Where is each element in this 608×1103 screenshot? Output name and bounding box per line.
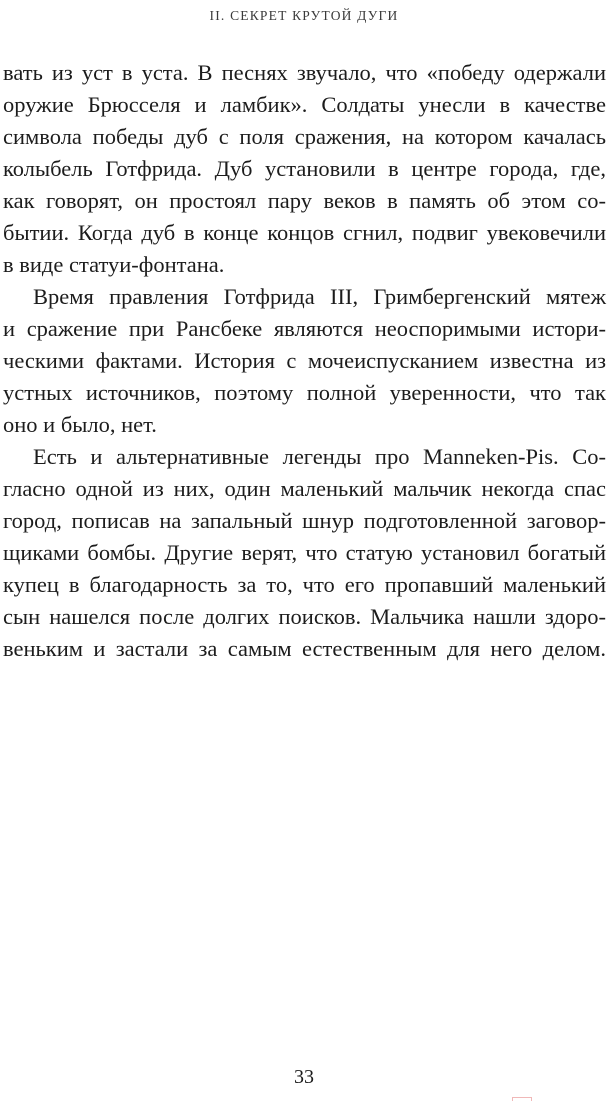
text-line: веньким и застали за самым естественным для него делом.: [3, 636, 606, 661]
body-text: [3, 57, 606, 665]
text-line: и сражение при Рансбеке являются неоспоримыми истори-: [3, 316, 606, 341]
text-line: вать из уст в уста. В песнях звучало, что «победу одержали: [3, 60, 606, 85]
text-line: Есть и альтернативные легенды про Manneken-Pis. Со-: [33, 444, 606, 469]
text-line: как говорят, он простоял пару веков в память об этом со-: [3, 188, 606, 213]
text-line: сын нашелся после долгих поисков. Мальчика нашли здоро-: [3, 604, 606, 629]
text-line: ческими фактами. История с мочеиспусканием известна из: [3, 348, 606, 373]
corner-mark: [512, 1097, 532, 1101]
running-head: II. СЕКРЕТ КРУТОЙ ДУГИ: [209, 8, 399, 23]
text-line: устных источников, поэтому полной уверенности, что так: [3, 380, 606, 405]
text-line: бытии. Когда дуб в конце концов сгнил, подвиг увековечили: [3, 220, 606, 245]
text-line: колыбель Готфрида. Дуб установили в центре города, где,: [3, 156, 606, 181]
text-line: оружие Брюсселя и ламбик». Солдаты унесли в качестве: [3, 92, 606, 117]
page-number: 33: [294, 1066, 314, 1088]
text-line: оно и было, нет.: [3, 412, 157, 437]
text-line: купец в благодарность за то, что его пропавший маленький: [3, 572, 606, 597]
text-line: Время правления Готфрида III, Гримбергенский мятеж: [33, 284, 606, 309]
text-line: щиками бомбы. Другие верят, что статую установил богатый: [3, 540, 606, 565]
text-line: гласно одной из них, один маленький мальчик некогда спас: [3, 476, 606, 501]
text-line: символа победы дуб с поля сражения, на котором качалась: [3, 124, 606, 149]
text-line: город, пописав на запальный шнур подготовленной заговор-: [3, 508, 606, 533]
text-line: в виде статуи-фонтана.: [3, 252, 225, 277]
